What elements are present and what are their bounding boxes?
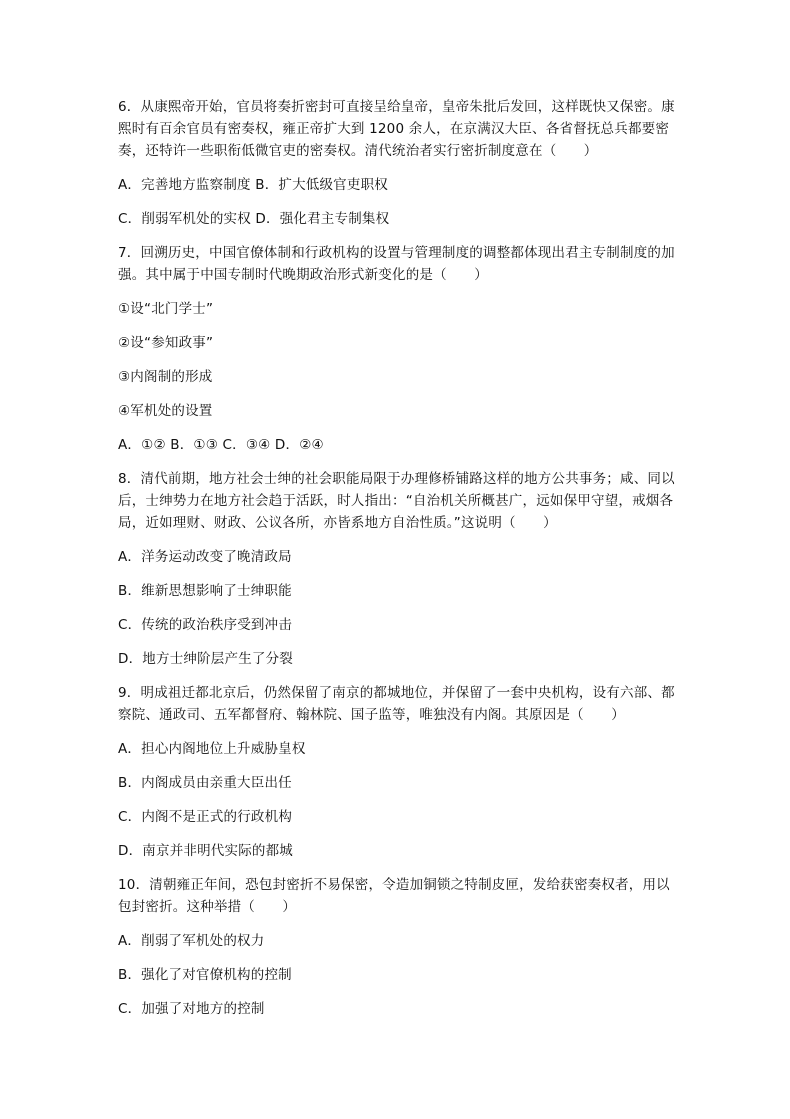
option-line: A．洋务运动改变了晚清政局 (118, 549, 292, 565)
option-line: ④军机处的设置 (118, 403, 213, 419)
question-8 (118, 468, 678, 670)
option-line: A．担心内阁地位上升威胁皇权 (118, 741, 306, 757)
question-7 (118, 242, 678, 456)
option-line: A．削弱了军机处的权力 (118, 933, 265, 949)
option-line: C．传统的政治秩序受到冲击 (118, 617, 293, 633)
option-line: ③内阁制的形成 (118, 369, 213, 385)
question-stem: 10．清朝雍正年间，恐包封密折不易保密，令造加铜锁之特制皮匣，发给获密奏权者，用以包封密折。这种举措（ ） (118, 877, 670, 915)
question-stem: 9．明成祖迁都北京后，仍然保留了南京的都城地位，并保留了一套中央机构，设有六部、都察院、通政司、五军都督府、翰林院、国子监等，唯独没有内阁。其原因是（ ） (118, 685, 675, 723)
question-stem: 7．回溯历史，中国官僚体制和行政机构的设置与管理制度的调整都体现出君主专制制度的加强。其中属于中国专制时代晚期政治形式新变化的是（ ） (118, 245, 675, 283)
question-9 (118, 682, 678, 862)
option-line: B．内阁成员由亲重大臣出任 (118, 775, 292, 791)
option-line: A．完善地方监察制度 B．扩大低级官吏职权 (118, 177, 388, 193)
option-line: B．强化了对官僚机构的控制 (118, 967, 292, 983)
option-line: C．削弱军机处的实权 D．强化君主专制集权 (118, 211, 390, 227)
option-line: D．南京并非明代实际的都城 (118, 843, 293, 859)
question-stem: 6．从康熙帝开始，官员将奏折密封可直接呈给皇帝，皇帝朱批后发回，这样既快又保密。康熙时有百余官员有密奏权，雍正帝扩大到 1200 余人，在京满汉大臣、各省督抚总兵都要密奏，还特许一些职衔低微官吏的密奏权。清代统治者实行密折制度意在（ ） (118, 99, 675, 159)
option-line: A．①② B．①③ C．③④ D．②④ (118, 437, 324, 453)
question-10 (118, 874, 678, 1020)
option-line: ②设“参知政事” (118, 335, 214, 351)
document-page (118, 96, 678, 1020)
option-line: D．地方士绅阶层产生了分裂 (118, 651, 293, 667)
question-stem: 8．清代前期，地方社会士绅的社会职能局限于办理修桥铺路这样的地方公共事务；咸、同以后，士绅势力在地方社会趋于活跃，时人指出：“自治机关所概甚广，远如保甲守望，戒烟各局，近如理财、财政、公议各所，亦皆系地方自治性质。”这说明（ ） (118, 471, 675, 531)
option-line: C．内阁不是正式的行政机构 (118, 809, 293, 825)
option-line: B．维新思想影响了士绅职能 (118, 583, 292, 599)
question-6 (118, 96, 678, 230)
option-line: ①设“北门学士” (118, 301, 214, 317)
option-line: C．加强了对地方的控制 (118, 1001, 265, 1017)
